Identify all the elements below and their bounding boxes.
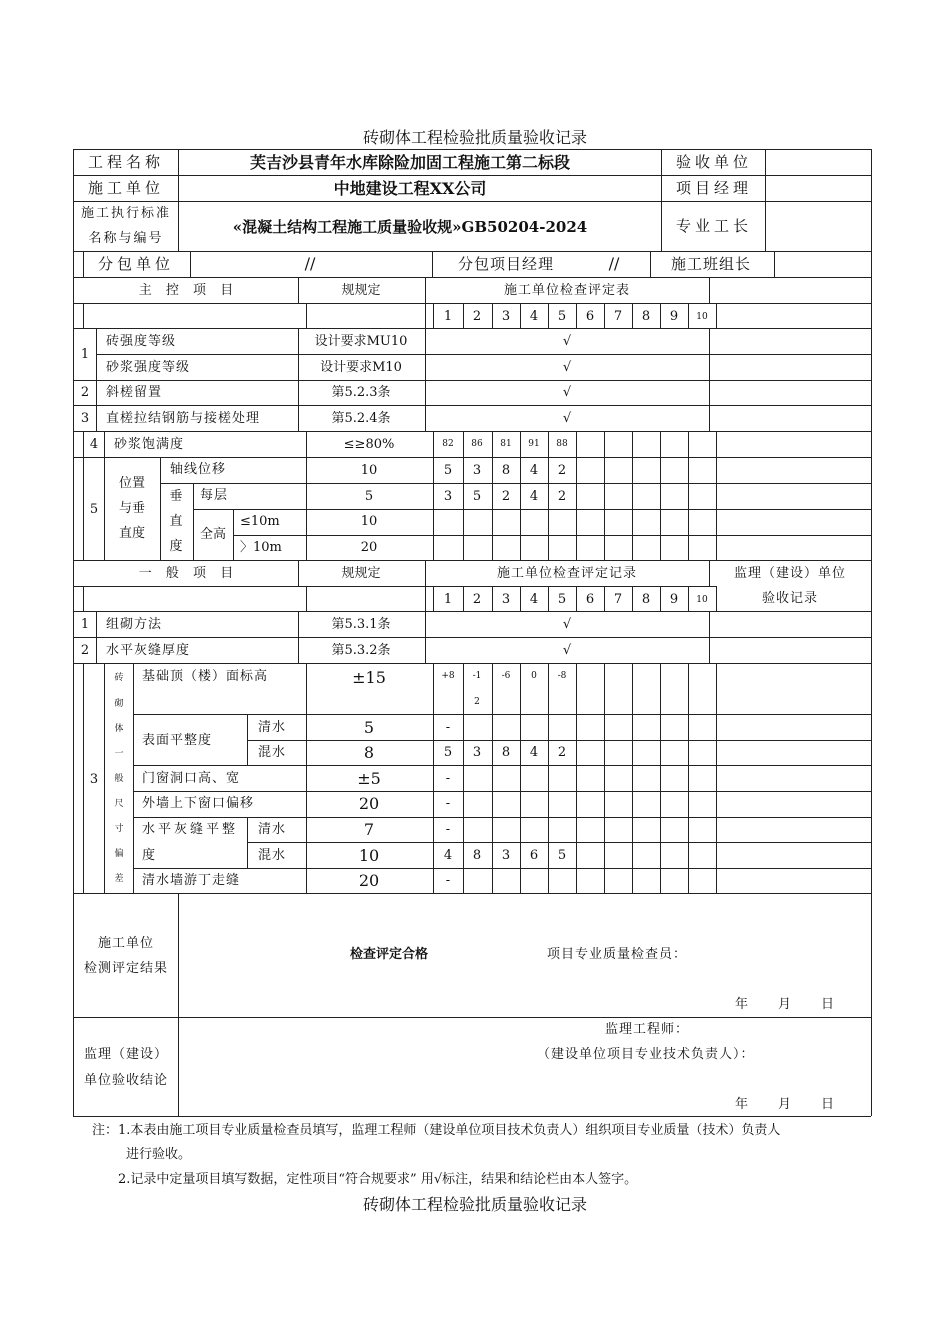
standard-label-2: 名称与编号 — [88, 231, 164, 246]
row-result: √ — [562, 617, 572, 632]
measure-value: - — [445, 822, 451, 837]
measure-value: 8 — [501, 463, 511, 478]
date-month: 月 — [778, 997, 792, 1012]
col-number: 1 — [443, 309, 453, 324]
measure-value: 88 — [556, 439, 568, 449]
vertical-char: 般 — [114, 774, 124, 784]
measure-value: 3 — [472, 745, 482, 760]
date-month: 月 — [778, 1097, 792, 1112]
standard-name: «混凝土结构工程施工质量验收规»GB50204-2024 — [232, 218, 588, 236]
row-item: 砂浆强度等级 — [106, 360, 191, 375]
flatness-item: 表面平整度 — [142, 733, 213, 748]
measure-value: 2 — [557, 489, 567, 504]
subcontract-pm-value: // — [608, 254, 620, 273]
col-number: 5 — [557, 309, 567, 324]
project-name-label: 工程名称 — [87, 153, 165, 171]
row-number: 3 — [89, 772, 99, 787]
row-result: √ — [562, 334, 572, 349]
vertical-char: 砖 — [114, 673, 124, 683]
door-spec: ±5 — [357, 769, 381, 788]
vertical-label: 直 — [169, 514, 183, 529]
le10-item: ≤10m — [240, 514, 280, 529]
measure-value: -1 — [472, 671, 482, 681]
col-number: 6 — [585, 309, 595, 324]
measure-value: -8 — [557, 671, 567, 681]
row-item: 斜槎留置 — [106, 385, 163, 400]
measure-value: 5 — [443, 745, 453, 760]
subcontract-pm-label: 分包项目经理 — [457, 255, 555, 273]
main-control-heading: 主 控 项 目 — [138, 283, 234, 298]
col-number: 10 — [696, 595, 708, 605]
col-number: 2 — [472, 309, 482, 324]
col-number: 1 — [443, 592, 453, 607]
window-spec: 20 — [358, 794, 380, 813]
floor-spec: 5 — [364, 489, 374, 504]
measure-value: 2 — [557, 745, 567, 760]
main-check-label: 施工单位检查评定表 — [503, 283, 631, 298]
note-line: 2.记录中定量项目填写数据，定性项目“符合规要求” 用√标注，结果和结论栏由本人签字。 — [118, 1172, 638, 1187]
measure-value: 2 — [501, 489, 511, 504]
col-number: 2 — [472, 592, 482, 607]
page-title: 砖砌体工程检验批质量验收记录 — [362, 128, 588, 147]
measure-value: 5 — [472, 489, 482, 504]
measure-value: 4 — [443, 848, 453, 863]
wall-item: 清水墙游丁走缝 — [142, 873, 241, 888]
joint-mixed-label: 混水 — [258, 848, 287, 863]
measure-value: 82 — [442, 439, 454, 449]
row-result: √ — [562, 360, 572, 375]
measure-value: - — [445, 771, 451, 786]
vertical-label: 垂 — [169, 489, 183, 504]
row-item: 砖强度等级 — [106, 334, 177, 349]
row-result: √ — [562, 411, 572, 426]
measure-value: 86 — [471, 439, 483, 449]
measure-value: - — [445, 873, 451, 888]
result-label: 检测评定结果 — [83, 961, 169, 976]
date-year: 年 — [735, 1097, 749, 1112]
measure-value: 81 — [500, 439, 512, 449]
row-spec: 第5.3.1条 — [331, 617, 391, 632]
position-group-label: 位置 — [118, 476, 146, 491]
col-number: 9 — [669, 592, 679, 607]
standard-label-1: 施工执行标准 — [80, 206, 172, 221]
construction-unit-label: 施工单位 — [87, 179, 165, 197]
gt10-spec: 20 — [360, 540, 378, 555]
row-number: 1 — [80, 347, 90, 362]
vertical-char: 偏 — [114, 849, 124, 859]
measure-value: 3 — [501, 848, 511, 863]
vertical-label: 度 — [169, 539, 183, 554]
subcontract-unit-value: // — [304, 254, 316, 273]
vertical-char: 体 — [114, 724, 124, 734]
measure-value: 8 — [472, 848, 482, 863]
measure-value: 2 — [557, 463, 567, 478]
row-number: 1 — [80, 617, 90, 632]
vertical-char: 一 — [114, 749, 124, 759]
note-line: 注：1.本表由施工项目专业质量检查员填写，监理工程师（建设单位项目技术负责人）组织项目专业质量（技术）负责人 — [92, 1123, 781, 1138]
measure-value: 5 — [557, 848, 567, 863]
row-spec: 第5.3.2条 — [331, 643, 391, 658]
main-spec-label: 规规定 — [341, 283, 381, 298]
clear-label: 清水 — [258, 720, 287, 735]
col-number: 7 — [613, 309, 623, 324]
axis-spec: 10 — [360, 463, 378, 478]
row-item: 直槎拉结钢筋与接槎处理 — [106, 411, 261, 426]
measure-value: 3 — [443, 489, 453, 504]
row-result: √ — [562, 385, 572, 400]
row-spec: ≤≥80% — [343, 437, 395, 452]
row-item: 水平灰缝厚度 — [106, 643, 191, 658]
row-spec: 第5.2.4条 — [331, 411, 391, 426]
date-year: 年 — [735, 997, 749, 1012]
col-number: 9 — [669, 309, 679, 324]
door-item: 门窗洞口高、宽 — [142, 771, 241, 786]
measure-value: 4 — [529, 745, 539, 760]
supervisor-conclusion-label: 单位验收结论 — [83, 1073, 169, 1088]
row-result: √ — [562, 643, 572, 658]
position-group-label: 直度 — [118, 526, 146, 541]
row-item: 组砌方法 — [106, 617, 163, 632]
supervisor-label: 验收记录 — [761, 591, 819, 606]
measure-value: - — [445, 796, 451, 811]
note-line: 进行验收。 — [126, 1147, 192, 1162]
col-number: 10 — [696, 312, 708, 322]
measure-value: 8 — [501, 745, 511, 760]
col-number: 8 — [641, 592, 651, 607]
measure-value: 3 — [472, 463, 482, 478]
vertical-char: 砌 — [114, 699, 124, 709]
footer-title: 砖砌体工程检验批质量验收记录 — [362, 1195, 588, 1214]
acceptance-unit-label: 验收单位 — [675, 153, 753, 171]
wall-spec: 20 — [358, 871, 380, 890]
row-spec: 第5.2.3条 — [331, 385, 391, 400]
floor-item: 每层 — [200, 488, 229, 503]
subcontract-unit-label: 分包单位 — [97, 255, 175, 273]
general-spec-label: 规规定 — [341, 566, 381, 581]
col-number: 4 — [529, 592, 539, 607]
vertical-char: 尺 — [114, 799, 124, 809]
base-item: 基础顶（楼）面标高 — [142, 669, 269, 684]
base-spec: ±15 — [352, 668, 386, 687]
general-heading: 一 般 项 目 — [138, 566, 234, 581]
row-spec: 设计要求M10 — [320, 360, 402, 375]
mixed-label: 混水 — [258, 745, 287, 760]
team-leader-label: 施工班组长 — [670, 255, 752, 273]
measure-value: 6 — [529, 848, 539, 863]
general-check-label: 施工单位检查评定记录 — [496, 566, 638, 581]
position-group-label: 与垂 — [118, 501, 146, 516]
vertical-char: 差 — [114, 874, 124, 884]
col-number: 8 — [641, 309, 651, 324]
row-number: 2 — [80, 385, 90, 400]
row-number: 3 — [80, 411, 90, 426]
vertical-char: 寸 — [114, 824, 124, 834]
measure-value: -6 — [501, 671, 511, 681]
measure-value: 4 — [529, 463, 539, 478]
row-spec: 设计要求MU10 — [314, 334, 408, 349]
measure-value: 5 — [443, 463, 453, 478]
measure-value: 4 — [529, 489, 539, 504]
row-number: 5 — [89, 502, 99, 517]
le10-spec: 10 — [360, 514, 378, 529]
supervisor-label: 监理（建设）单位 — [733, 566, 847, 581]
col-number: 5 — [557, 592, 567, 607]
joint-clear-spec: 7 — [363, 820, 375, 839]
row-number: 2 — [80, 643, 90, 658]
joint-mixed-spec: 10 — [358, 846, 380, 865]
construction-unit: 中地建设工程XX公司 — [333, 179, 487, 198]
joint-item: 水平灰缝平整 — [142, 822, 239, 837]
project-name: 芙吉沙县青年水库除险加固工程施工第二标段 — [249, 153, 571, 172]
measure-value: 2 — [474, 697, 480, 707]
engineer-label: 监理工程师： — [605, 1022, 690, 1037]
axis-item: 轴线位移 — [170, 462, 227, 477]
row-item: 砂浆饱满度 — [114, 437, 185, 452]
measure-value: +8 — [441, 671, 455, 681]
result-label: 施工单位 — [97, 936, 155, 951]
gt10-item: 〉10m — [240, 540, 282, 555]
col-number: 3 — [501, 309, 511, 324]
mixed-spec: 8 — [363, 743, 375, 762]
foreman-label: 专业工长 — [675, 217, 753, 235]
full-height-item: 全高 — [199, 527, 227, 542]
measure-value: - — [445, 720, 451, 735]
clear-spec: 5 — [363, 718, 375, 737]
col-number: 3 — [501, 592, 511, 607]
date-day: 日 — [821, 997, 835, 1012]
col-number: 6 — [585, 592, 595, 607]
joint-item: 度 — [142, 848, 156, 863]
row-number: 4 — [89, 437, 99, 452]
date-day: 日 — [821, 1097, 835, 1112]
result-text: 检查评定合格 — [349, 947, 429, 962]
joint-clear-label: 清水 — [258, 822, 287, 837]
engineer-sub-label: （建设单位项目专业技术负责人）： — [537, 1047, 755, 1062]
window-item: 外墙上下窗口偏移 — [142, 796, 255, 811]
project-manager-label: 项目经理 — [675, 179, 753, 197]
measure-value: 0 — [531, 671, 537, 681]
measure-value: 91 — [528, 439, 540, 449]
supervisor-conclusion-label: 监理（建设） — [83, 1047, 169, 1062]
col-number: 4 — [529, 309, 539, 324]
inspector-label: 项目专业质量检查员： — [547, 947, 688, 962]
col-number: 7 — [613, 592, 623, 607]
